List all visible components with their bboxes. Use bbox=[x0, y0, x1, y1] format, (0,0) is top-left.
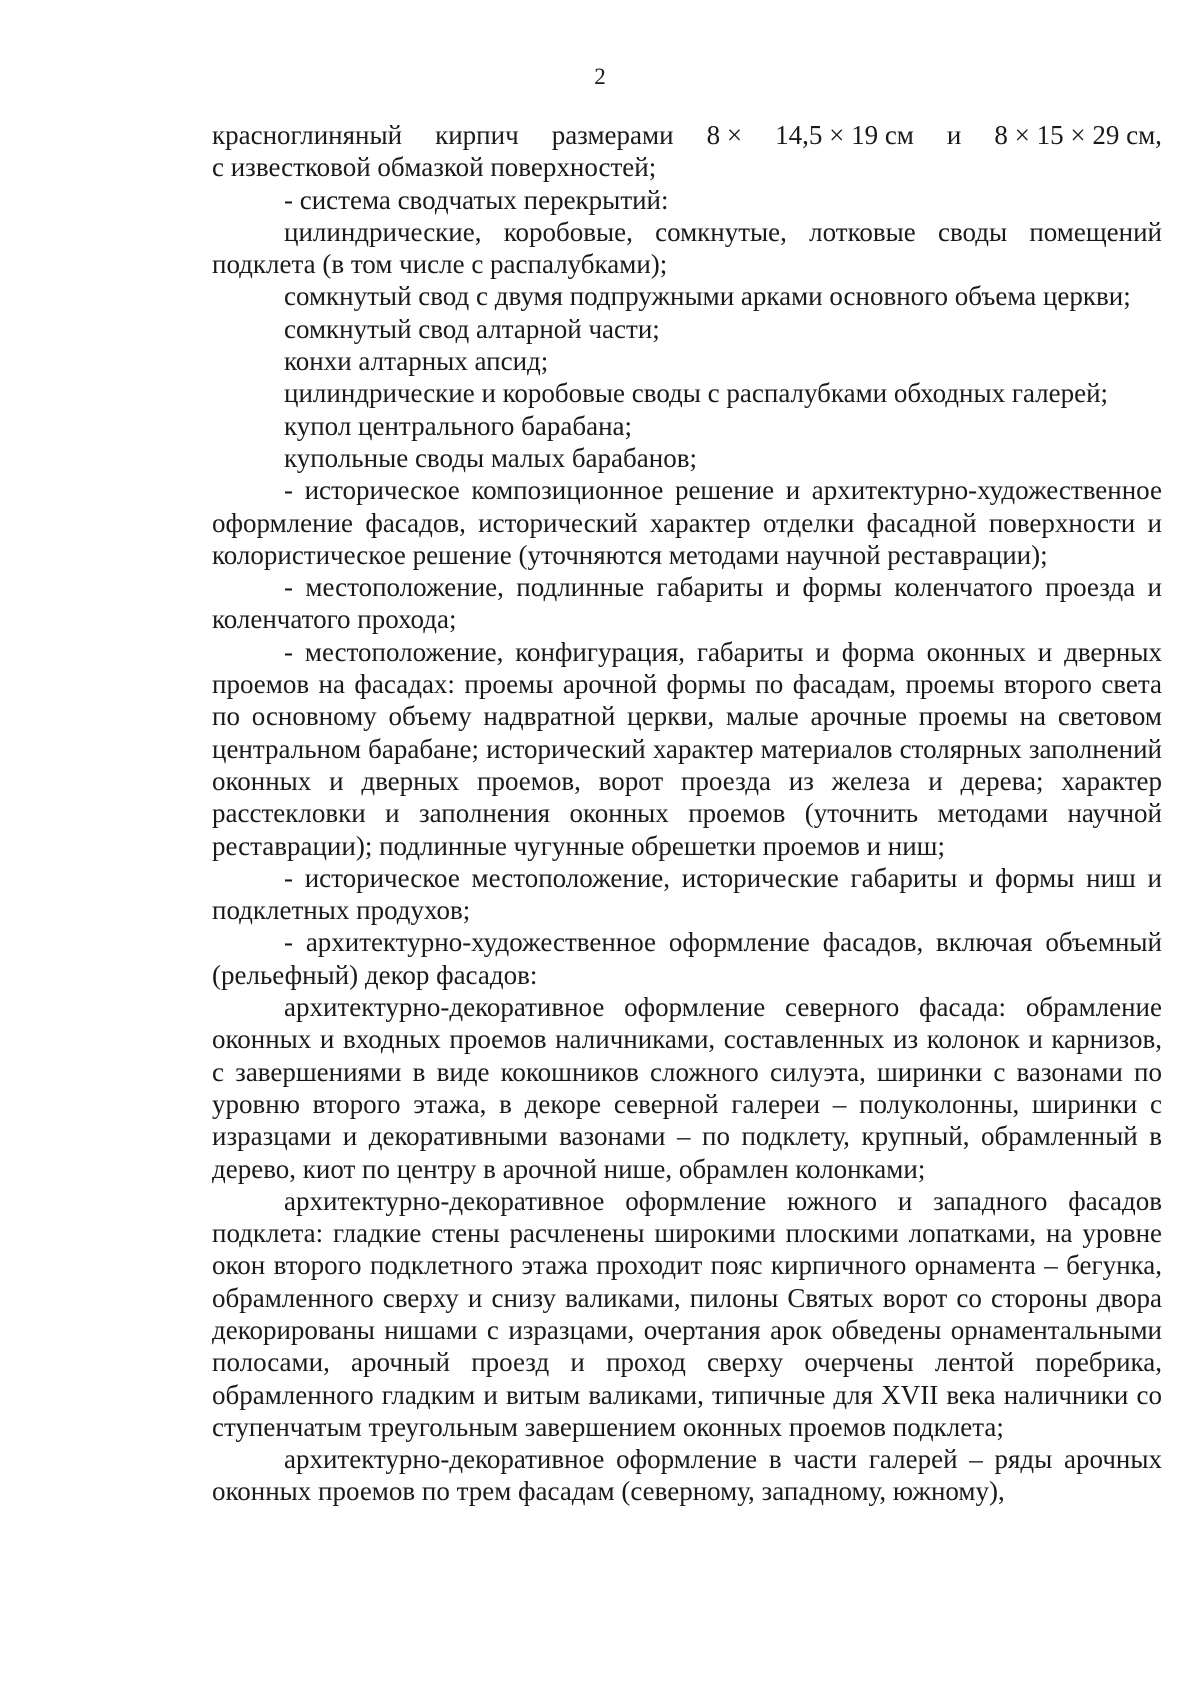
first-line-word: 8 × bbox=[706, 120, 743, 150]
first-line-word: кирпич bbox=[435, 120, 519, 150]
paragraph: - историческое местоположение, исторические габариты и формы ниш и подклетных продухов; bbox=[212, 862, 1162, 926]
paragraph: - архитектурно-художественное оформление фасадов, включая объемный (рельефный) декор фасадов: bbox=[212, 927, 1162, 990]
paragraph: архитектурно-декоративное оформление северного фасада: обрамление оконных и входных проемов наличниками, составленных из колонок и карнизов, с завершениями в виде кокошников сложного силуэта, ширинки с вазонами по уровню второго этажа, в декоре северной галереи – полуколонны, ширинки с изразцами и декоративными вазонами – по подклету, крупный, обрамленный в дерево, киот по центру в арочной нише, обрамлен колонками; bbox=[212, 992, 1162, 1184]
first-line-word: красноглиняный bbox=[212, 120, 403, 150]
first-line-word: и bbox=[946, 120, 962, 150]
first-line bbox=[212, 119, 1162, 151]
paragraph: цилиндрические и коробовые своды с распалубками обходных галерей; bbox=[284, 378, 1109, 409]
paragraph: - система сводчатых перекрытий: bbox=[284, 184, 669, 215]
paragraph: цилиндрические, коробовые, сомкнутые, лотковые своды помещений подклета (в том числе с распалубками); bbox=[212, 216, 1162, 280]
first-line-word: 8 × 15 × 29 см, bbox=[994, 120, 1162, 150]
paragraph: архитектурно-декоративное оформление в части галерей – ряды арочных оконных проемов по трем фасадам (северному, западному, южному), bbox=[212, 1444, 1162, 1507]
paragraph: архитектурно-декоративное оформление южного и западного фасадов подклета: гладкие стены расчленены широкими плоскими лопатками, на уровне окон второго подклетного этажа проходит пояс кирпичного орнамента – бегунка, обрамленного сверху и снизу валиками, пилоны Святых ворот со стороны двора декорированы нишами с изразцами, очертания арок обведены орнаментальными полосами, арочный проезд и проход сверху очерчены лентой поребрика, обрамленного гладким и витым валиками, типичные для XVII века наличники со ступенчатым треугольным завершением оконных проемов подклета; bbox=[212, 1185, 1162, 1442]
paragraph: сомкнутый свод алтарной части; bbox=[284, 313, 660, 344]
first-line-word: размерами bbox=[551, 120, 674, 150]
page-number: 2 bbox=[594, 64, 606, 89]
document-body bbox=[212, 119, 1162, 1508]
paragraph: сомкнутый свод с двумя подпружными арками основного объема церкви; bbox=[284, 281, 1131, 312]
paragraph: - историческое композиционное решение и архитектурно-художественное оформление фасадов, исторический характер отделки фасадной поверхности и колористическое решение (уточняются методами научной реставрации); bbox=[212, 475, 1162, 570]
paragraph: купол центрального барабана; bbox=[284, 410, 633, 441]
paragraph-list bbox=[212, 151, 1162, 1507]
paragraph: конхи алтарных апсид; bbox=[284, 346, 549, 377]
paragraph: - местоположение, конфигурация, габариты и форма оконных и дверных проемов на фасадах: проемы арочной формы по фасадам, проемы второго света по основному объему надвратной церкви, малые арочные проемы на световом центральном барабане; исторический характер материалов столярных заполнений оконных и дверных проемов, ворот проезда из железа и дерева; характер расстекловки и заполнения оконных проемов (уточнить методами научной реставрации); подлинные чугунные обрешетки проемов и ниш; bbox=[212, 636, 1162, 861]
first-line-word: 14,5 × 19 см bbox=[775, 120, 914, 150]
paragraph: купольные своды малых барабанов; bbox=[284, 442, 697, 473]
paragraph: с известковой обмазкой поверхностей; bbox=[212, 152, 657, 183]
paragraph: - местоположение, подлинные габариты и формы коленчатого проезда и коленчатого прохода; bbox=[212, 572, 1162, 635]
